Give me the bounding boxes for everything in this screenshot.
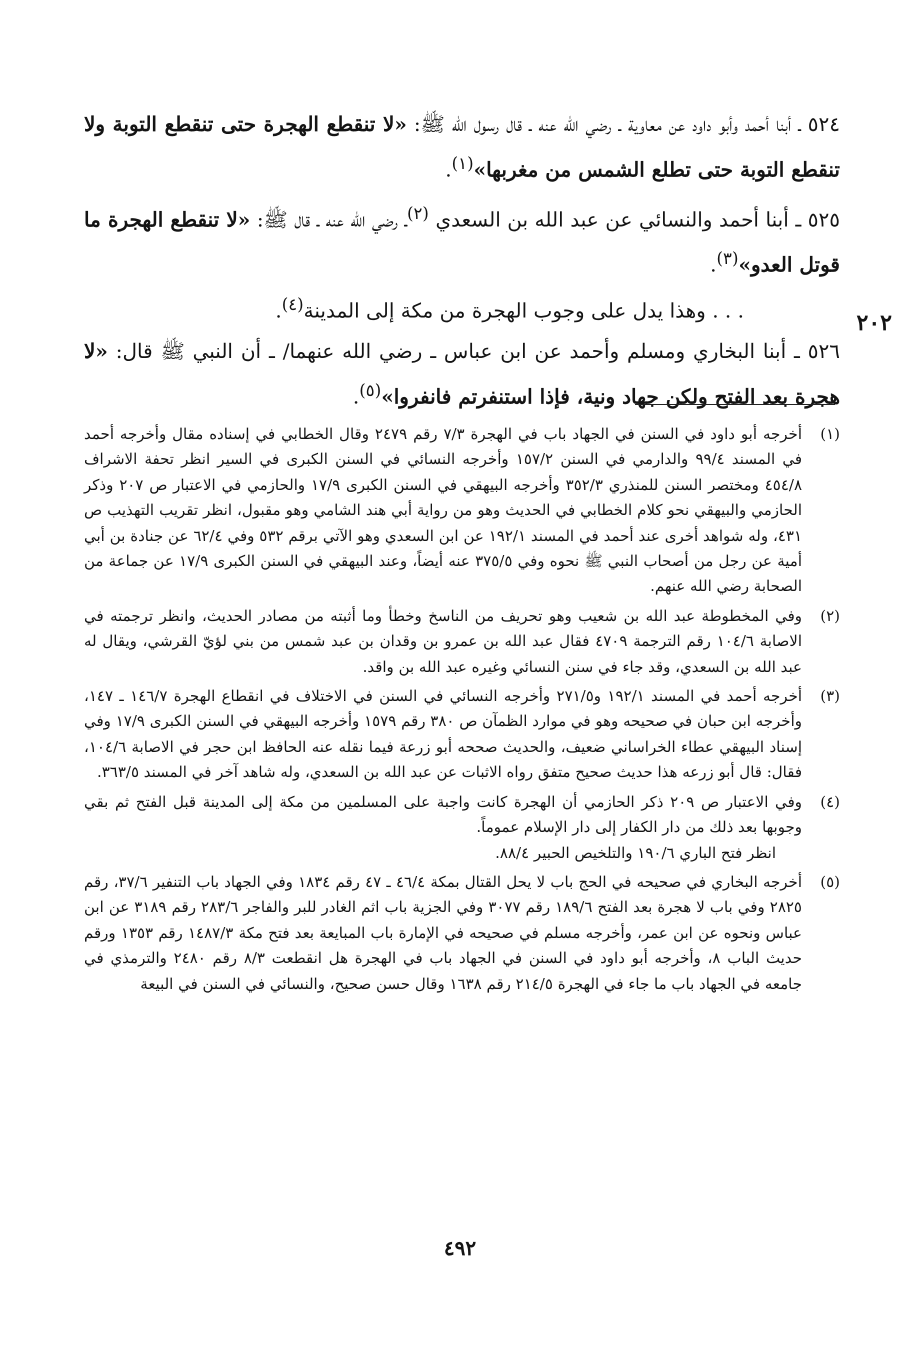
hadith-525: ٥٢٥ ـ أبنا أحمد والنسائي عن عبد الله بن السعدي $^{(٢)}$ـ رضي الله عنه ـ قال ﷺ: «لا تنقطع الهجرة ما قوتل العدو»$^{(٣)}$. <box>84 203 841 277</box>
footnotes <box>84 422 840 1001</box>
hadith-525-intro: ٥٢٥ ـ أبنا أحمد والنسائي عن عبد الله بن السعدي <box>428 207 841 232</box>
hadith-526-intro: ٥٢٦ ـ أبنا البخاري ومسلم وأحمد عن ابن عباس ـ رضي الله عنهما/ ـ أن النبي ﷺ قال: <box>107 338 840 363</box>
footnote-3 <box>84 684 840 786</box>
footnote-ref-4[interactable]: (٤) <box>281 294 304 314</box>
footnote-text: أخرجه أبو داود في السنن في الجهاد باب في الهجرة ٧/٣ رقم ٢٤٧٩ وقال الخطابي في إسناده مقال وأخرجه أحمد في المسند ٩٩/٤ والدارمي في السنن ١٥٧/٢ وأخرجه النسائي في السنن الكبرى في السير انظر تحفة الاشراف ٤٥٤/٨ ومختصر السنن للمنذري ٣٥٢/٣ وأخرجه البيهقي في السنن الكبرى ١٧/٩ والحازمي في الاعتبار ص ٢٠٧ وذكر الحازمي والبيهقي نحو كلام الخطابي في الحديث وهو من رواية أبي هند الشامي وهو مقبول، انظر تقريب التهذيب ص ٤٣١، وله شواهد أخرى عند أحمد في المسند ١٩٢/١ عن ابن السعدي وهو الآتي برقم ٥٣٢ وفي ٦٢/٤ عن جنادة بن أبي أمية عن رجل من أصحاب النبي ﷺ نحوه وفي ٣٧٥/٥ عنه أيضاً، وعند البيهقي في السنن الكبرى ١٧/٩ عن جماعة من الصحابة رضي الله عنهم. <box>84 425 803 596</box>
hadith-524-intro: ٥٢٤ ـ أبنا أحمد وأبو داود عن معاوية ـ رضي الله عنه ـ قال رسول الله ﷺ: <box>406 112 840 136</box>
hadith-524: ٥٢٤ ـ أبنا أحمد وأبو داود عن معاوية ـ رضي الله عنه ـ قال رسول الله ﷺ: «لا تنقطع الهجرة حتى تنقطع التوبة ولا تنقطع التوبة حتى تطلع الشمس من مغربها»$^{(١)}$. <box>84 112 840 182</box>
footnote-text: وفي الاعتبار ص ٢٠٩ ذكر الحازمي أن الهجرة كانت واجبة على المسلمين من مكة إلى المدينة قبل الفتح ثم بقي وجوبها بعد ذلك من دار الكفار إلى دار الإسلام عموماً. <box>84 792 802 837</box>
footnote-ref-5[interactable]: (٥) <box>359 380 382 400</box>
footnote-text: وفي المخطوطة عبد الله بن شعيب وهو تحريف من الناسخ وخطأ وما أثبته من مصادر الحديث، وانظر ترجمته في الاصابة ١٠٤/٦ رقم الترجمة ٤٧٠٩ فقال عبد الله بن عمرو بن وقدان بن عبد شمس من بني لؤيّ القرشي، ويقال له عبد الله بن السعدي، وقد جاء في سنن النسائي وغيره عبد الله بن واقد. <box>84 606 802 676</box>
footnote-ref-2[interactable]: (٢) <box>406 203 429 223</box>
footnote-body <box>84 790 802 866</box>
remark-text: . . . وهذا يدل على وجوب الهجرة من مكة إلى المدينة <box>303 298 744 323</box>
footnote-number: (١) <box>820 425 840 443</box>
footnote-5 <box>84 870 840 997</box>
margin-folio-number: ٢٠٢ <box>856 310 892 336</box>
page-number: ٤٩٢ <box>443 1236 477 1260</box>
footnote-text: أخرجه أحمد في المسند ١٩٢/١ و٢٧١/٥ وأخرجه النسائي في السنن في الاختلاف في انقطاع الهجرة ١٤٦/٧ ـ ١٤٧، وأخرجه ابن حبان في صحيحه وهو في موارد الظمآن ص ٣٨٠ رقم ١٥٧٩ وأخرجه البيهقي في السنن الكبرى ١٧/٩ وفي إسناد البيهقي عطاء الخراساني ضعيف، والحديث صححه أبو زرعة فيما نقله عنه الحافظ ابن حجر في الاصابة ١٠٤/٦، فقال: قال أبو زرعه هذا حديث صحيح متفق رواه الاثبات عن عبد الله بن السعدي، وله شاهد آخر في المسند ٣٦٣/٥. <box>84 687 803 782</box>
footnote-ref-1[interactable]: (١) <box>451 154 474 173</box>
hadith-525-mid: ـ رضي الله عنه ـ قال ﷺ: <box>250 207 407 232</box>
footnote-2 <box>84 604 840 680</box>
hadith-524-quote: «لا تنقطع الهجرة حتى تنقطع التوبة ولا تنقطع التوبة حتى تطلع الشمس من مغربها» <box>84 112 840 182</box>
footnote-number: (٣) <box>820 687 840 706</box>
hadith-526-quote: «لا هجرة بعد الفتح ولكن جهاد ونية، فإذا استنفرتم فانفروا» <box>84 338 840 409</box>
hadith-525-quote: «لا تنقطع الهجرة ما قوتل العدو» <box>84 207 840 277</box>
footnote-number: (٢) <box>820 606 840 625</box>
footnote-extra: انظر فتح الباري ١٩٠/٦ والتلخيص الحبير ٨٨/٤. <box>495 843 776 862</box>
footnote-separator <box>635 404 835 405</box>
footnote-4 <box>84 790 840 866</box>
main-text <box>84 104 840 422</box>
footnote-ref-3[interactable]: (٣) <box>716 249 739 269</box>
remark: . . . وهذا يدل على وجوب الهجرة من مكة إلى المدينة$^{(٤)}$. <box>275 294 744 323</box>
footnote-number: (٥) <box>820 872 840 891</box>
hadith-526: ٥٢٦ ـ أبنا البخاري ومسلم وأحمد عن ابن عباس ـ رضي الله عنهما/ ـ أن النبي ﷺ قال: «لا هجرة بعد الفتح ولكن جهاد ونية، فإذا استنفرتم فانفروا»$^{(٥)}$. <box>84 338 840 409</box>
footnote-number: (٤) <box>820 792 840 811</box>
footnote-1 <box>84 422 840 600</box>
footnote-text: أخرجه البخاري في صحيحه في الحج باب لا يحل القتال بمكة ٤٦/٤ ـ ٤٧ رقم ١٨٣٤ وفي الجهاد باب التنفير ٣٧/٦، رقم ٢٨٢٥ وفي باب لا هجرة بعد الفتح ١٨٩/٦ رقم ٣٠٧٧ وفي الجزية باب اثم الغادر للبر والفاجر ٢٨٣/٦ رقم ٣١٨٩ عن ابن عباس ونحوه عن ابن عمر، وأخرجه مسلم في صحيحه في الإمارة باب المبايعة بعد فتح مكة ١٤٨٧/٣ رقم ١٣٥٣ ورقم حديث الباب ٨، وأخرجه أبو داود في السنن في الجهاد باب في الهجرة هل انقطعت ٨/٣ رقم ٢٤٨٠ والترمذي في جامعه في الجهاد باب ما جاء في الهجرة ٢١٤/٥ رقم ١٦٣٨ وقال حسن صحيح، والنسائي في السنن في البيعة <box>84 872 803 993</box>
